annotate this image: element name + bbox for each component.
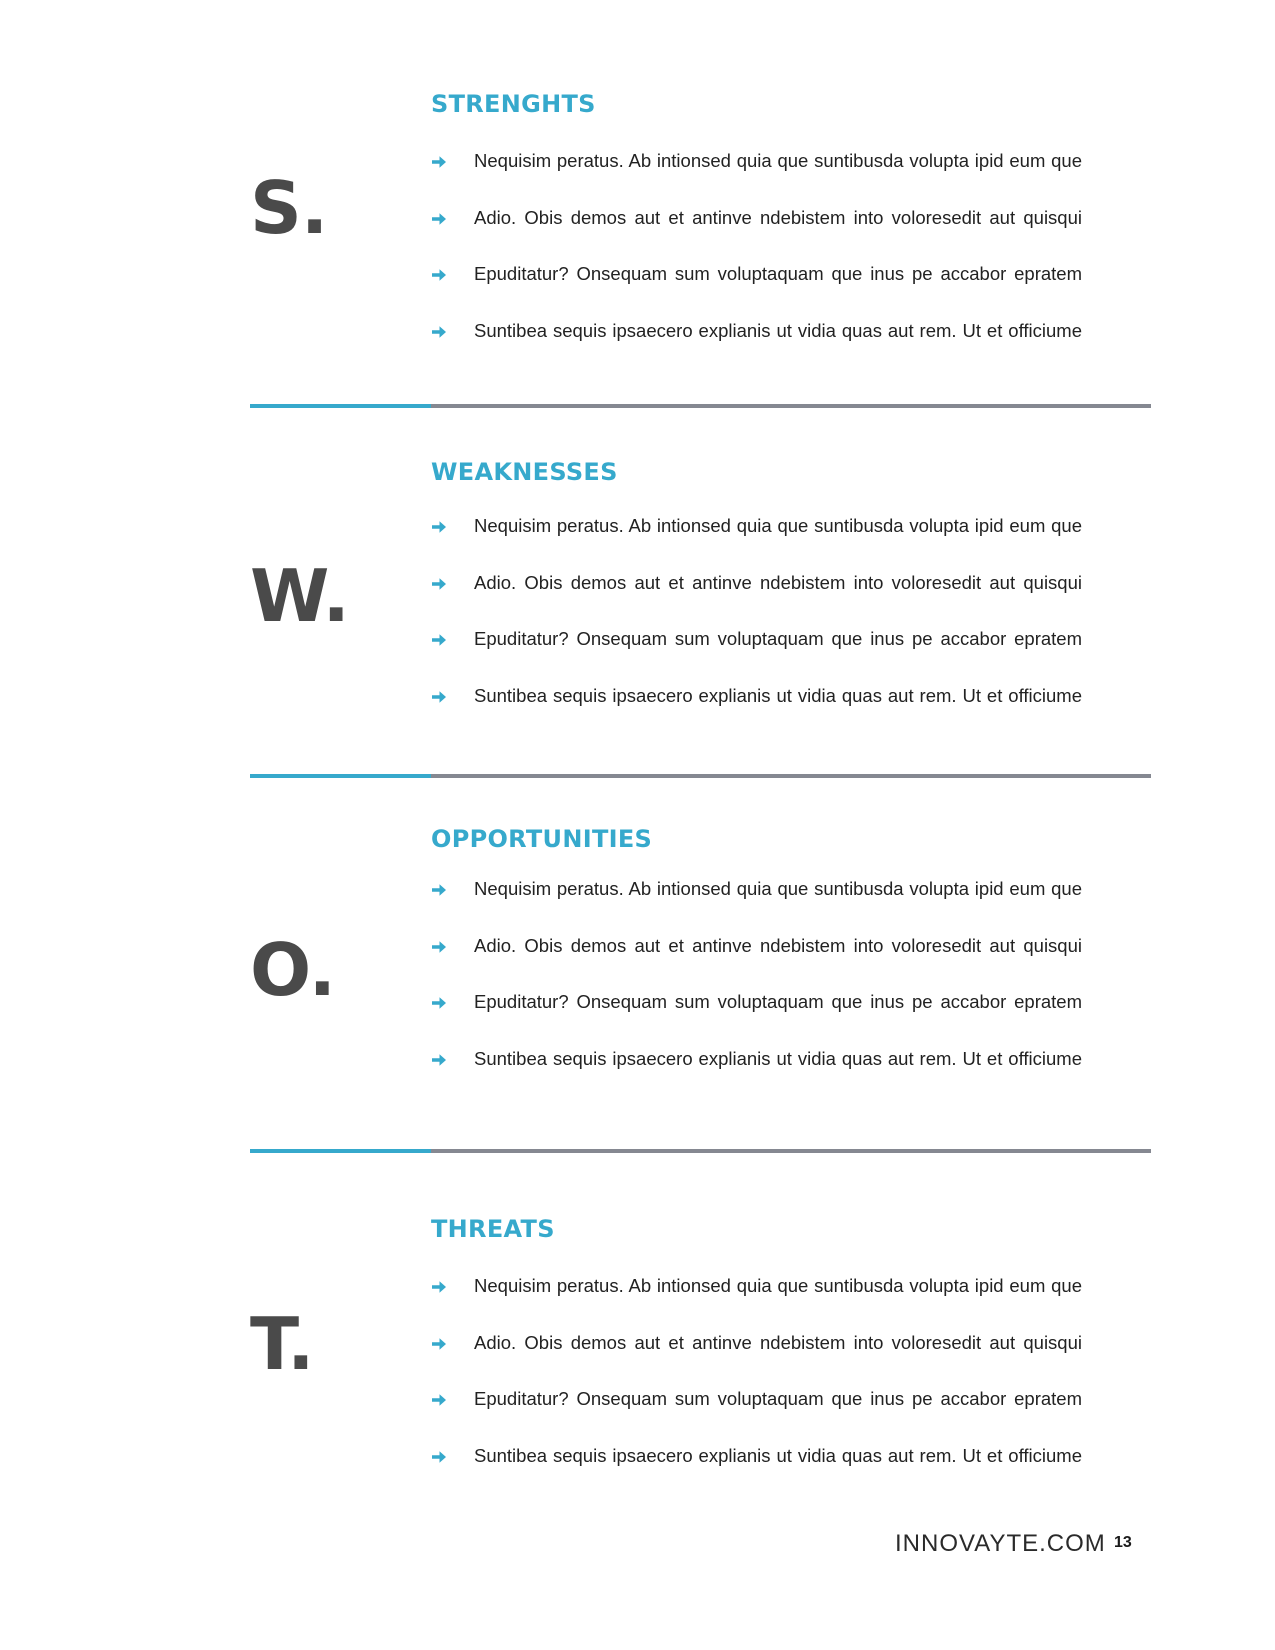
section-letter: O. xyxy=(250,928,335,1012)
arrow-right-icon xyxy=(431,882,447,898)
arrow-right-icon xyxy=(431,1336,447,1352)
bullet-text: Suntibea sequis ipsaecero explianis ut vidia quas aut rem. Ut et officiume xyxy=(474,1047,1082,1069)
bullet-text: Adio. Obis demos aut et antinve ndebistem into voloresedit aut quisqui xyxy=(474,1331,1082,1353)
list-item xyxy=(431,1048,1081,1105)
list-item xyxy=(431,320,1081,377)
list-item xyxy=(431,572,1081,629)
arrow-right-icon xyxy=(431,689,447,705)
divider-accent xyxy=(250,1149,431,1153)
section-divider xyxy=(250,774,1151,778)
arrow-right-icon xyxy=(431,1052,447,1068)
divider-line xyxy=(431,774,1151,778)
section-letter: S. xyxy=(250,166,328,250)
divider-line xyxy=(431,404,1151,408)
bullet-text: Suntibea sequis ipsaecero explianis ut vidia quas aut rem. Ut et officiume xyxy=(474,319,1082,341)
list-item xyxy=(431,628,1081,685)
bullet-text: Epuditatur? Onsequam sum voluptaquam que inus pe accabor epratem xyxy=(474,263,1082,284)
bullet-text: Nequisim peratus. Ab intionsed quia que suntibusda volupta ipid eum que xyxy=(474,878,1082,899)
bullet-text: Suntibea sequis ipsaecero explianis ut vidia quas aut rem. Ut et officiume xyxy=(474,684,1082,706)
list-item xyxy=(431,207,1081,264)
arrow-right-icon xyxy=(431,324,447,340)
bullet-list xyxy=(431,878,1081,1104)
bullet-text: Adio. Obis demos aut et antinve ndebistem into voloresedit aut quisqui xyxy=(474,934,1082,956)
bullet-text: Adio. Obis demos aut et antinve ndebistem into voloresedit aut quisqui xyxy=(474,206,1082,228)
arrow-right-icon xyxy=(431,1392,447,1408)
bullet-list xyxy=(431,515,1081,741)
arrow-right-icon xyxy=(431,519,447,535)
bullet-text: Epuditatur? Onsequam sum voluptaquam que inus pe accabor epratem xyxy=(474,1388,1082,1409)
arrow-right-icon xyxy=(431,939,447,955)
arrow-right-icon xyxy=(431,632,447,648)
footer-website: INNOVAYTE.COM xyxy=(895,1530,1106,1557)
arrow-right-icon xyxy=(431,211,447,227)
arrow-right-icon xyxy=(431,995,447,1011)
bullet-list xyxy=(431,150,1081,376)
arrow-right-icon xyxy=(431,1279,447,1295)
list-item xyxy=(431,878,1081,935)
bullet-text: Suntibea sequis ipsaecero explianis ut vidia quas aut rem. Ut et officiume xyxy=(474,1444,1082,1466)
list-item xyxy=(431,263,1081,320)
list-item xyxy=(431,935,1081,992)
list-item xyxy=(431,685,1081,742)
list-item xyxy=(431,1275,1081,1332)
section-title: STRENGHTS xyxy=(431,90,596,118)
list-item xyxy=(431,991,1081,1048)
divider-accent xyxy=(250,774,431,778)
bullet-text: Adio. Obis demos aut et antinve ndebistem into voloresedit aut quisqui xyxy=(474,571,1082,593)
section-letter: W. xyxy=(250,554,349,638)
list-item xyxy=(431,150,1081,207)
section-divider xyxy=(250,404,1151,408)
bullet-text: Nequisim peratus. Ab intionsed quia que suntibusda volupta ipid eum que xyxy=(474,1275,1082,1296)
bullet-text: Epuditatur? Onsequam sum voluptaquam que inus pe accabor epratem xyxy=(474,991,1082,1012)
list-item xyxy=(431,1332,1081,1389)
section-title: WEAKNESSES xyxy=(431,458,618,486)
arrow-right-icon xyxy=(431,154,447,170)
arrow-right-icon xyxy=(431,576,447,592)
divider-accent xyxy=(250,404,431,408)
section-title: THREATS xyxy=(431,1215,555,1243)
bullet-text: Nequisim peratus. Ab intionsed quia que suntibusda volupta ipid eum que xyxy=(474,515,1082,536)
divider-line xyxy=(431,1149,1151,1153)
list-item xyxy=(431,1388,1081,1445)
bullet-text: Nequisim peratus. Ab intionsed quia que suntibusda volupta ipid eum que xyxy=(474,150,1082,171)
arrow-right-icon xyxy=(431,1449,447,1465)
section-letter: T. xyxy=(250,1302,314,1386)
bullet-text: Epuditatur? Onsequam sum voluptaquam que inus pe accabor epratem xyxy=(474,628,1082,649)
section-title: OPPORTUNITIES xyxy=(431,825,653,853)
list-item xyxy=(431,1445,1081,1502)
section-divider xyxy=(250,1149,1151,1153)
bullet-list xyxy=(431,1275,1081,1501)
arrow-right-icon xyxy=(431,267,447,283)
list-item xyxy=(431,515,1081,572)
page-number: 13 xyxy=(1114,1534,1132,1551)
